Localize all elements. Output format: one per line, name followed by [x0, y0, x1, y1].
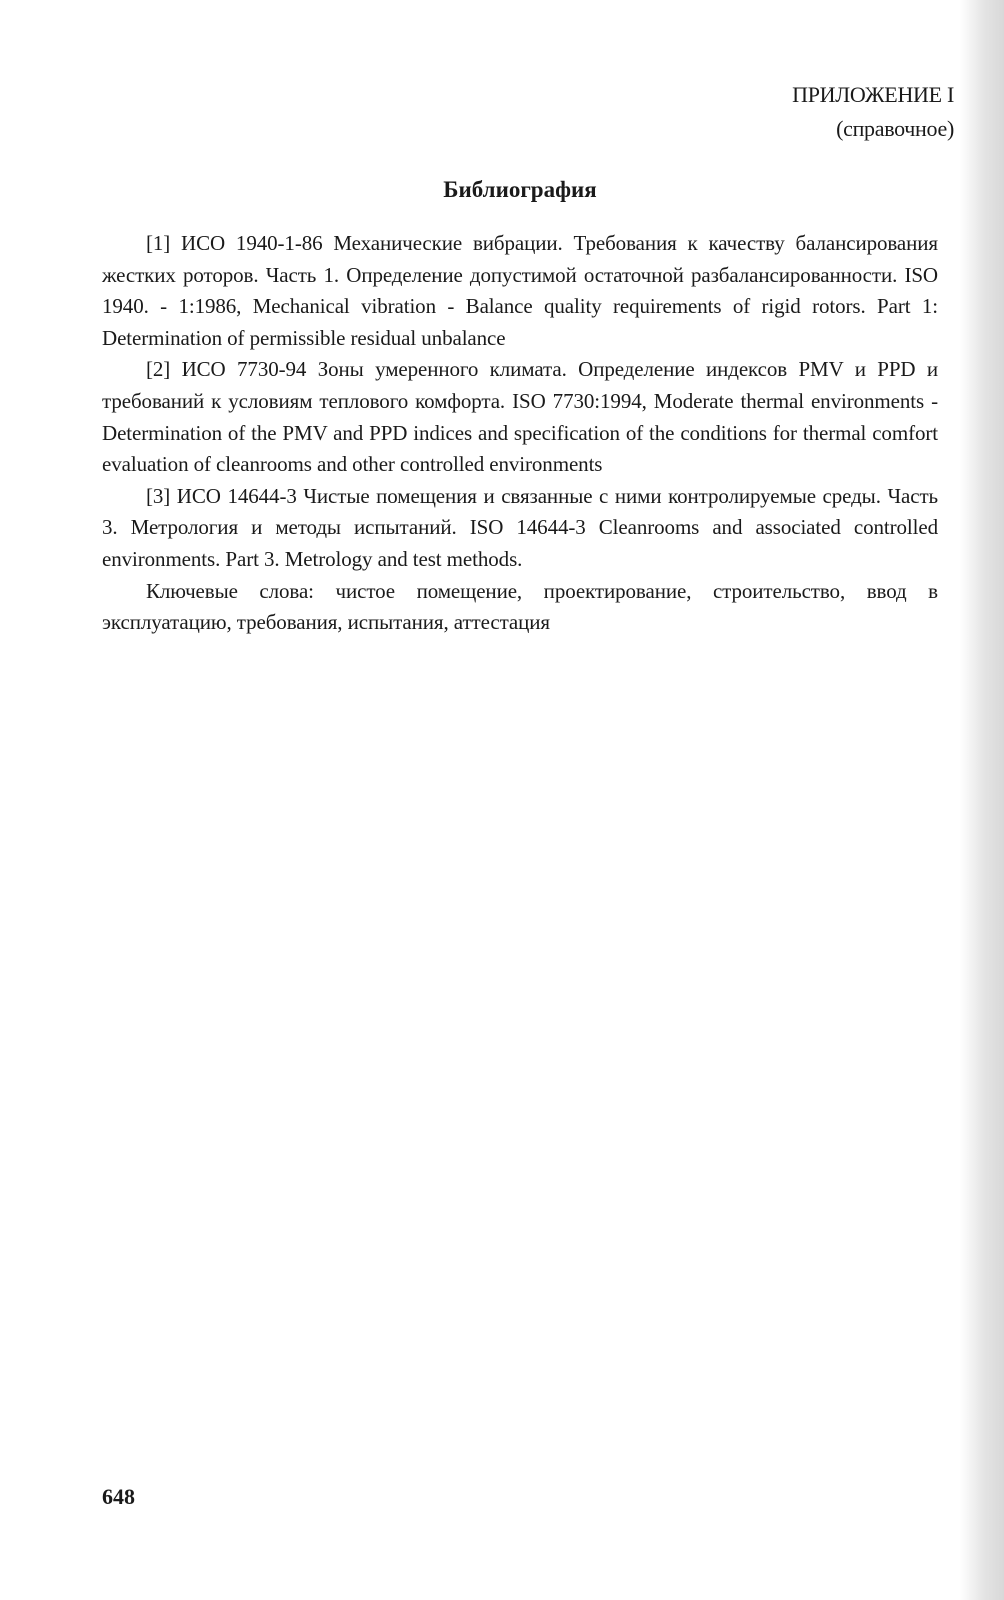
reference-3: [3] ИСО 14644-3 Чистые помещения и связанные с ними контролируемые среды. Часть 3. Метрология и методы испытаний. ISO 14644-3 Cleanrooms and associated controlled environments. Part 3. Metrology and test methods. — [102, 483, 938, 571]
keywords-paragraph: Ключевые слова: чистое помещение, проектирование, строительство, ввод в эксплуатацию, требования, испытания, аттестация — [102, 578, 938, 635]
appendix-heading — [792, 78, 954, 146]
page-number: 648 — [102, 1484, 135, 1509]
appendix-label: ПРИЛОЖЕНИЕ I — [792, 82, 954, 107]
reference-2: [2] ИСО 7730-94 Зоны умеренного климата. Определение индексов PMV и PPD и требований к условиям теплового комфорта. ISO 7730:1994, Moderate thermal environments - Determination of the PMV and PPD indices and specification of the conditions for thermal comfort evaluation of cleanrooms and other controlled environments — [102, 357, 938, 477]
appendix-type: (справочное) — [836, 116, 954, 141]
reference-1: [1] ИСО 1940-1-86 Механические вибрации. Требования к качеству балансирования жестких роторов. Часть 1. Определение допустимой остаточной разбалансированности. ISO 1940. - 1:1986, Mechanical vibration - Balance quality requirements of rigid rotors. Part 1: Determination of permissible residual unbalance — [102, 231, 938, 350]
bibliography-body — [102, 228, 938, 639]
bibliography-title: Библиография — [443, 177, 597, 202]
page-edge-shadow — [960, 0, 1004, 1600]
